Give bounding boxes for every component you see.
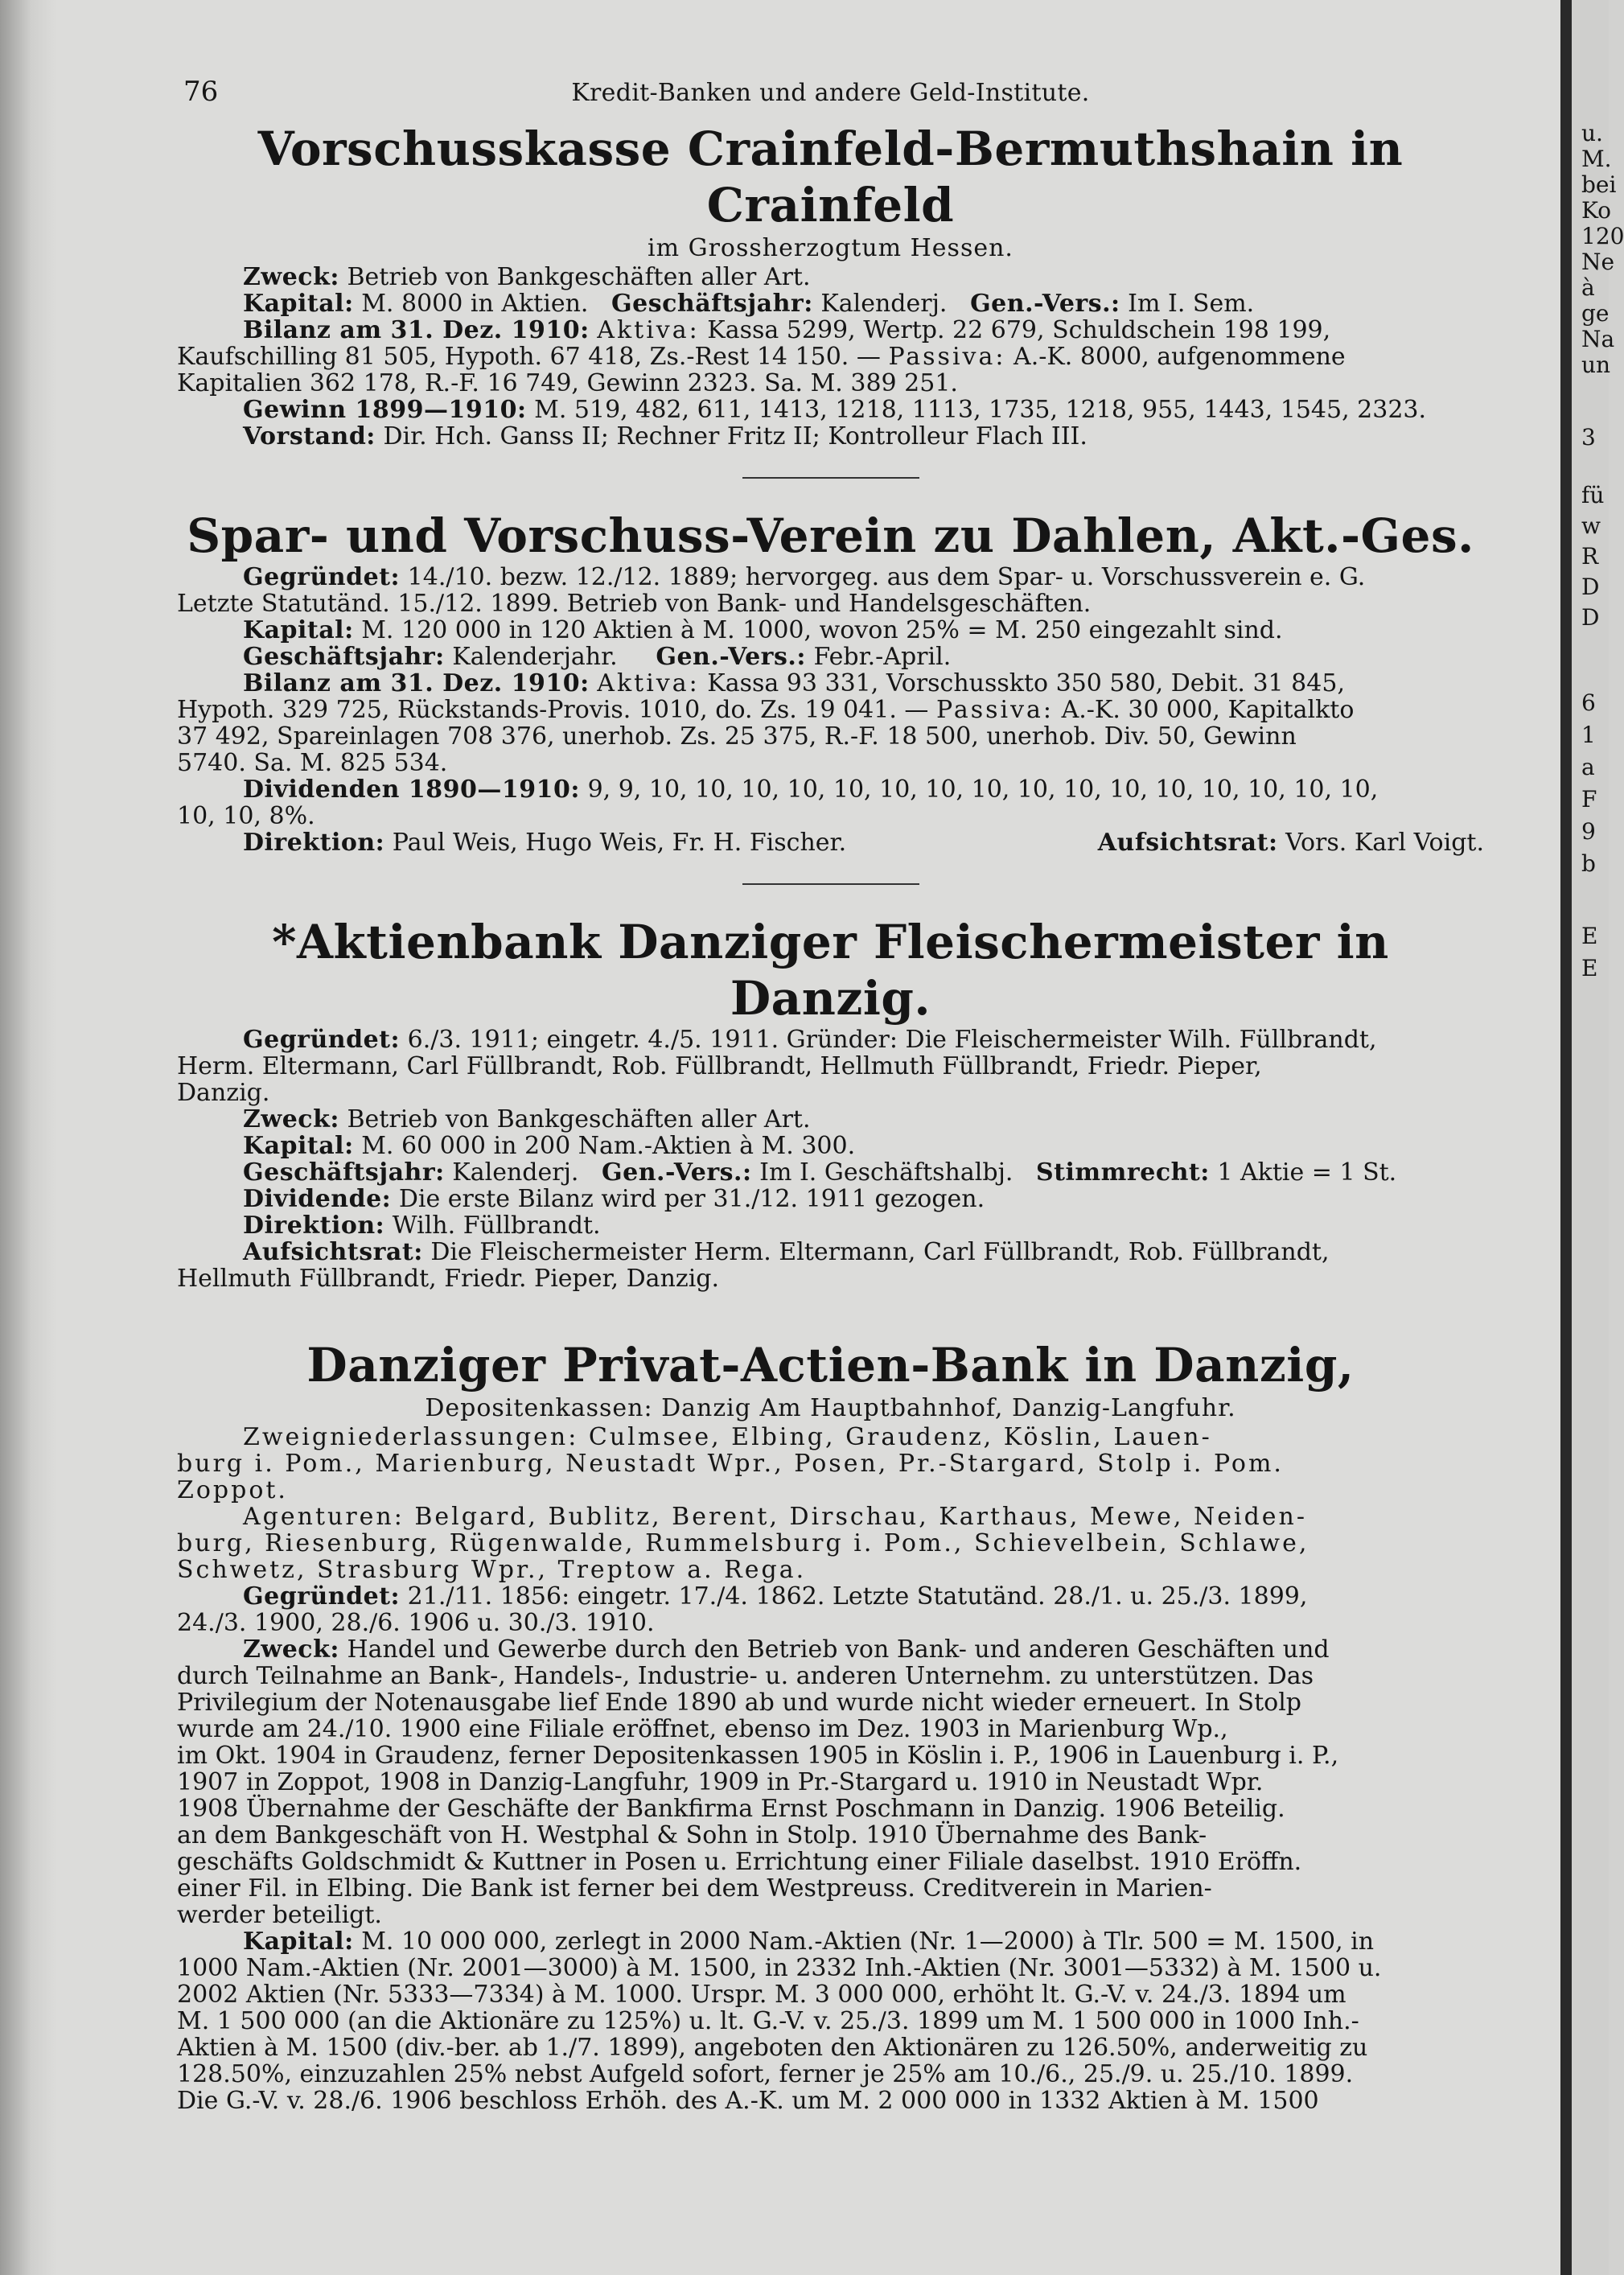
zweigniederlassungen-line-3: Zoppot. (177, 1476, 288, 1504)
dividenden-label: Dividenden 1890—1910: (243, 775, 581, 804)
bilanz-text-2: Hypoth. 329 725, Rückstands-Provis. 1010, do. Zs. 19 041. — (177, 696, 929, 724)
bilanz-line-3 (177, 723, 1484, 750)
bilanz-line-2 (177, 697, 1484, 723)
gegruendet-line-2 (177, 1610, 1484, 1636)
running-title: Kredit-Banken und andere Geld-Institute. (571, 79, 1090, 107)
kapital-label: Kapital: (243, 1927, 354, 1956)
gewinn-line (177, 397, 1484, 423)
zweck-line (177, 264, 1484, 290)
margin-fragment: Ko (1581, 197, 1612, 224)
geschaeftsjahr-label: Geschäftsjahr: (611, 290, 813, 318)
gen-vers-text: Im I. Sem. (1128, 290, 1255, 318)
margin-fragment: bei (1581, 171, 1617, 198)
passiva-label: Passiva: (888, 343, 1006, 371)
bilanz-text-2b: A.-K. 8000, aufgenommene (1013, 343, 1346, 371)
geschaeftsjahr-line (177, 1159, 1484, 1186)
dividende-text: Die erste Bilanz wird per 31./12. 1911 gezogen. (398, 1185, 985, 1213)
zweck-label: Zweck: (243, 263, 339, 291)
vorstand-text: Dir. Hch. Ganss II; Rechner Fritz II; Kontrolleur Flach III. (383, 422, 1087, 450)
aktiva-label: Aktiva: (597, 316, 700, 344)
page-number: 76 (183, 76, 219, 108)
geschaeftsjahr-label: Geschäftsjahr: (243, 643, 445, 671)
kapital-line (177, 617, 1484, 644)
kapital-text-1: M. 10 000 000, zerlegt in 2000 Nam.-Aktien (Nr. 1—2000) à Tlr. 500 = M. 1500, in (361, 1927, 1375, 1956)
bilanz-line-1 (177, 670, 1484, 697)
kapital-label: Kapital: (243, 290, 354, 318)
bilanz-label: Bilanz am 31. Dez. 1910: (243, 669, 590, 697)
page-content (177, 71, 1484, 2114)
bilanz-text-2b: A.-K. 30 000, Kapitalkto (1061, 696, 1355, 724)
margin-fragment: w (1581, 512, 1601, 539)
kapital-line-5: Aktien à M. 1500 (div.-ber. ab 1./7. 1899), angeboten den Aktionären zu 126.50%, anderweitig zu (177, 2034, 1368, 2062)
bilanz-line-4 (177, 750, 1484, 776)
bilanz-text-1: Kassa 5299, Wertp. 22 679, Schuldschein 198 199, (707, 316, 1331, 344)
zweck-text: Betrieb von Bankgeschäften aller Art. (347, 263, 811, 291)
stimmrecht-label: Stimmrecht: (1036, 1158, 1210, 1187)
zweck-line-2: durch Teilnahme an Bank-, Handels-, Industrie- u. anderen Unternehm. zu unterstützen. Das (177, 1662, 1314, 1690)
kapital-line-3: 2002 Aktien (Nr. 5333—7334) à M. 1000. Urspr. M. 3 000 000, erhöht lt. G.-V. v. 24./3. 1894 um (177, 1981, 1346, 2009)
gegruendet-text-1: 14./10. bezw. 12./12. 1889; hervorgeg. aus dem Spar- u. Vorschussverein e. G. (407, 563, 1366, 591)
passiva-label: Passiva: (935, 696, 1055, 724)
margin-fragment: E (1581, 923, 1598, 949)
margin-fragment: u. (1581, 120, 1603, 146)
bilanz-line-3 (177, 370, 1484, 397)
dividenden-text-2: 10, 10, 8%. (177, 802, 315, 830)
kapital-text: M. 8000 in Aktien. (361, 290, 589, 318)
gen-vers-text: Febr.-April. (813, 643, 952, 671)
depositenkassen-line: Depositenkassen: Danzig Am Hauptbahnhof, Danzig-Langfuhr. (425, 1394, 1236, 1422)
entry-danziger-privat-actien-bank (177, 1337, 1484, 2114)
gegruendet-line-2 (177, 1053, 1484, 1080)
running-header (177, 71, 1484, 116)
margin-fragment: 120 (1581, 223, 1624, 249)
gewinn-text: M. 519, 482, 611, 1413, 1218, 1113, 1735, 1218, 955, 1443, 1545, 2323. (534, 396, 1427, 424)
entry-title: *Aktienbank Danziger Fleischermeister in Danzig. (272, 915, 1389, 1026)
bilanz-text-3: 37 492, Spareinlagen 708 376, unerhob. Zs. 25 375, R.-F. 18 500, unerhob. Div. 50, Gewinn (177, 722, 1297, 751)
zweck-line-11: werder beteiligt. (177, 1901, 382, 1929)
margin-fragment: D (1581, 574, 1600, 600)
zweck-text-1: Handel und Gewerbe durch den Betrieb von Bank- und anderen Geschäften und (347, 1635, 1330, 1664)
bilanz-line-2 (177, 344, 1484, 370)
geschaeftsjahr-label: Geschäftsjahr: (243, 1158, 445, 1187)
gegruendet-text-1: 6./3. 1911; eingetr. 4./5. 1911. Gründer: Die Fleischermeister Wilh. Füllbrandt, (407, 1026, 1377, 1054)
dividenden-line-2 (177, 803, 1484, 829)
bilanz-text-1: Kassa 93 331, Vorschusskto 350 580, Debit. 31 845, (707, 669, 1345, 697)
margin-fragment: D (1581, 604, 1600, 631)
zweck-line-6: 1907 in Zoppot, 1908 in Danzig-Langfuhr, 1909 in Pr.-Stargard u. 1910 in Neustadt Wpr. (177, 1768, 1264, 1796)
zweck-line-3: Privilegium der Notenausgabe lief Ende 1890 ab und wurde nicht wieder erneuert. In Stolp (177, 1689, 1301, 1717)
direktion-line (177, 1212, 1484, 1239)
binding-gutter (0, 0, 56, 2275)
entry-aktienbank-danziger-fleischermeister (177, 914, 1484, 1292)
direktion-text: Paul Weis, Hugo Weis, Fr. H. Fischer. (392, 829, 847, 857)
margin-fragment: Na (1581, 326, 1615, 352)
zweigniederlassungen-line-1: Zweigniederlassungen: Culmsee, Elbing, Graudenz, Köslin, Lauen- (243, 1423, 1212, 1451)
margin-fragment: R (1581, 543, 1599, 570)
agenturen-line-1: Agenturen: Belgard, Bublitz, Berent, Dirschau, Karthaus, Mewe, Neiden- (243, 1503, 1307, 1531)
gegruendet-label: Gegründet: (243, 563, 401, 591)
zweck-line (177, 1106, 1484, 1133)
aufsichtsrat-label: Aufsichtsrat: (1097, 829, 1278, 857)
entry-spar-vorschuss-dahlen (177, 508, 1484, 856)
aufsichtsrat-text-1: Die Fleischermeister Herm. Eltermann, Carl Füllbrandt, Rob. Füllbrandt, (430, 1238, 1330, 1266)
zweck-line-5: im Okt. 1904 in Graudenz, ferner Depositenkassen 1905 in Köslin i. P., 1906 in Lauenburg i. P., (177, 1742, 1339, 1770)
zweck-line-10: einer Fil. in Elbing. Die Bank ist ferner bei dem Westpreuss. Creditverein in Marien- (177, 1874, 1212, 1903)
geschaeftsjahr-text: Kalenderjahr. (452, 643, 618, 671)
gegruendet-line-1 (177, 1026, 1484, 1053)
kapital-label: Kapital: (243, 1132, 354, 1160)
aufsichtsrat-block (1098, 829, 1484, 856)
margin-fragment: 9 (1581, 818, 1596, 845)
gegruendet-line-3 (177, 1080, 1484, 1106)
stimmrecht-text: 1 Aktie = 1 St. (1217, 1158, 1397, 1187)
gegruendet-text-2: 24./3. 1900, 28./6. 1906 u. 30./3. 1910. (177, 1609, 655, 1637)
gewinn-label: Gewinn 1899—1910: (243, 396, 527, 424)
zweck-line-1 (177, 1636, 1484, 1663)
zweck-label: Zweck: (243, 1635, 339, 1664)
direktion-label: Direktion: (243, 1212, 385, 1240)
bilanz-label: Bilanz am 31. Dez. 1910: (243, 316, 590, 344)
direktion-text: Wilh. Füllbrandt. (392, 1212, 601, 1240)
margin-fragment: Ne (1581, 249, 1615, 275)
dividenden-line-1 (177, 776, 1484, 803)
bilanz-line-1 (177, 317, 1484, 344)
gen-vers-label: Gen.-Vers.: (602, 1158, 752, 1187)
bilanz-text-3: Kapitalien 362 178, R.-F. 16 749, Gewinn 2323. Sa. M. 389 251. (177, 369, 958, 397)
aufsichtsrat-text-2: Hellmuth Füllbrandt, Friedr. Pieper, Danzig. (177, 1265, 720, 1293)
margin-fragment: fü (1581, 482, 1605, 508)
margin-fragment: 3 (1581, 424, 1596, 450)
page-fold-shadow (1560, 0, 1572, 2275)
gegruendet-text-2: Herm. Eltermann, Carl Füllbrandt, Rob. Füllbrandt, Hellmuth Füllbrandt, Friedr. Pieper, (177, 1052, 1262, 1080)
kapital-line-1 (177, 1928, 1484, 1955)
aufsichtsrat-label: Aufsichtsrat: (243, 1238, 423, 1266)
margin-fragment: F (1581, 786, 1597, 812)
aufsichtsrat-line-2 (177, 1265, 1484, 1292)
entry-subtitle: im Grossherzogtum Hessen. (648, 234, 1013, 262)
bilanz-text-4: 5740. Sa. M. 825 534. (177, 749, 448, 777)
zweck-text: Betrieb von Bankgeschäften aller Art. (347, 1105, 811, 1133)
kapital-line (177, 290, 1484, 317)
gen-vers-label: Gen.-Vers.: (656, 643, 806, 671)
dividende-label: Dividende: (243, 1185, 392, 1213)
section-divider (742, 477, 919, 479)
margin-fragment: 1 (1581, 722, 1596, 748)
section-divider (742, 883, 919, 885)
zweck-label: Zweck: (243, 1105, 339, 1133)
margin-fragment: un (1581, 352, 1611, 378)
kapital-line-7: Die G.-V. v. 28./6. 1906 beschloss Erhöh. des A.-K. um M. 2 000 000 in 1332 Aktien à M. 1500 (177, 2087, 1319, 2115)
gen-vers-text: Im I. Geschäftshalbj. (759, 1158, 1013, 1187)
agenturen-line-2: burg, Riesenburg, Rügenwalde, Rummelsburg i. Pom., Schievelbein, Schlawe, (177, 1529, 1309, 1557)
vorstand-label: Vorstand: (243, 422, 376, 450)
gegruendet-line-1 (177, 1583, 1484, 1610)
direktion-block (243, 829, 846, 856)
vorstand-line (177, 423, 1484, 450)
gen-vers-label: Gen.-Vers.: (970, 290, 1120, 318)
gegruendet-text-2: Letzte Statutänd. 15./12. 1899. Betrieb von Bank- und Handelsgeschäften. (177, 590, 1092, 618)
entry-title: Danziger Privat-Actien-Bank in Danzig, (306, 1338, 1355, 1393)
kapital-line-6: 128.50%, einzuzahlen 25% nebst Aufgeld sofort, ferner je 25% am 10./6., 25./9. u. 25./10. 1899. (177, 2060, 1354, 2088)
entry-vorschusskasse-crainfeld (177, 121, 1484, 450)
zweck-line-7: 1908 Übernahme der Geschäfte der Bankfirma Ernst Poschmann in Danzig. 1906 Beteilig. (177, 1795, 1285, 1823)
margin-fragment: E (1581, 955, 1598, 981)
geschaeftsjahr-line (177, 644, 1484, 670)
direktion-aufsichtsrat-line (177, 829, 1484, 856)
entry-title: Vorschusskasse Crainfeld-Bermuthshain in Crainfeld (257, 121, 1404, 232)
bilanz-text-2: Kaufschilling 81 505, Hypoth. 67 418, Zs.-Rest 14 150. — (177, 343, 881, 371)
kapital-line-2: 1000 Nam.-Aktien (Nr. 2001—3000) à M. 1500, in 2332 Inh.-Aktien (Nr. 3001—5332) à M. 1500 u. (177, 1954, 1382, 1982)
gegruendet-line-1 (177, 564, 1484, 590)
aktiva-label: Aktiva: (597, 669, 700, 697)
dividenden-text-1: 9, 9, 10, 10, 10, 10, 10, 10, 10, 10, 10, 10, 10, 10, 10, 10, 10, 10, (587, 775, 1379, 804)
kapital-text: M. 60 000 in 200 Nam.-Aktien à M. 300. (361, 1132, 856, 1160)
dividende-line (177, 1186, 1484, 1212)
geschaeftsjahr-text: Kalenderj. (820, 290, 948, 318)
zweck-line-9: geschäfts Goldschmidt & Kuttner in Posen u. Errichtung einer Filiale daselbst. 1910 Eröffn. (177, 1848, 1302, 1876)
kapital-text: M. 120 000 in 120 Aktien à M. 1000, wovon 25% = M. 250 eingezahlt sind. (361, 616, 1283, 644)
aufsichtsrat-line-1 (177, 1239, 1484, 1265)
geschaeftsjahr-text: Kalenderj. (452, 1158, 579, 1187)
gegruendet-line-2 (177, 590, 1484, 617)
kapital-line (177, 1133, 1484, 1159)
zweigniederlassungen-line-2: burg i. Pom., Marienburg, Neustadt Wpr., Posen, Pr.-Stargard, Stolp i. Pom. (177, 1450, 1284, 1478)
margin-fragment: à (1581, 274, 1595, 301)
margin-fragment: ge (1581, 300, 1610, 327)
agenturen-line-3: Schwetz, Strasburg Wpr., Treptow a. Rega. (177, 1556, 807, 1584)
aufsichtsrat-text: Vors. Karl Voigt. (1285, 829, 1484, 857)
gegruendet-text-1: 21./11. 1856: eingetr. 17./4. 1862. Letzte Statutänd. 28./1. u. 25./3. 1899, (407, 1582, 1308, 1611)
kapital-label: Kapital: (243, 616, 354, 644)
zweck-line-4: wurde am 24./10. 1900 eine Filiale eröffnet, ebenso im Dez. 1903 in Marienburg Wp., (177, 1715, 1228, 1743)
margin-fragment: a (1581, 754, 1595, 780)
zweck-line-8: an dem Bankgeschäft von H. Westphal & Sohn in Stolp. 1910 Übernahme des Bank- (177, 1821, 1207, 1849)
entry-title: Spar- und Vorschuss-Verein zu Dahlen, Akt.-Ges. (187, 508, 1474, 563)
margin-fragment: M. (1581, 146, 1612, 172)
gegruendet-label: Gegründet: (243, 1582, 401, 1611)
margin-fragment: b (1581, 850, 1596, 877)
gegruendet-label: Gegründet: (243, 1026, 401, 1054)
direktion-label: Direktion: (243, 829, 385, 857)
gegruendet-text-3: Danzig. (177, 1079, 270, 1107)
margin-fragment: 6 (1581, 689, 1596, 716)
kapital-line-4: M. 1 500 000 (an die Aktionäre zu 125%) u. lt. G.-V. v. 25./3. 1899 um M. 1 500 000 in 1000 Inh.- (177, 2007, 1359, 2035)
